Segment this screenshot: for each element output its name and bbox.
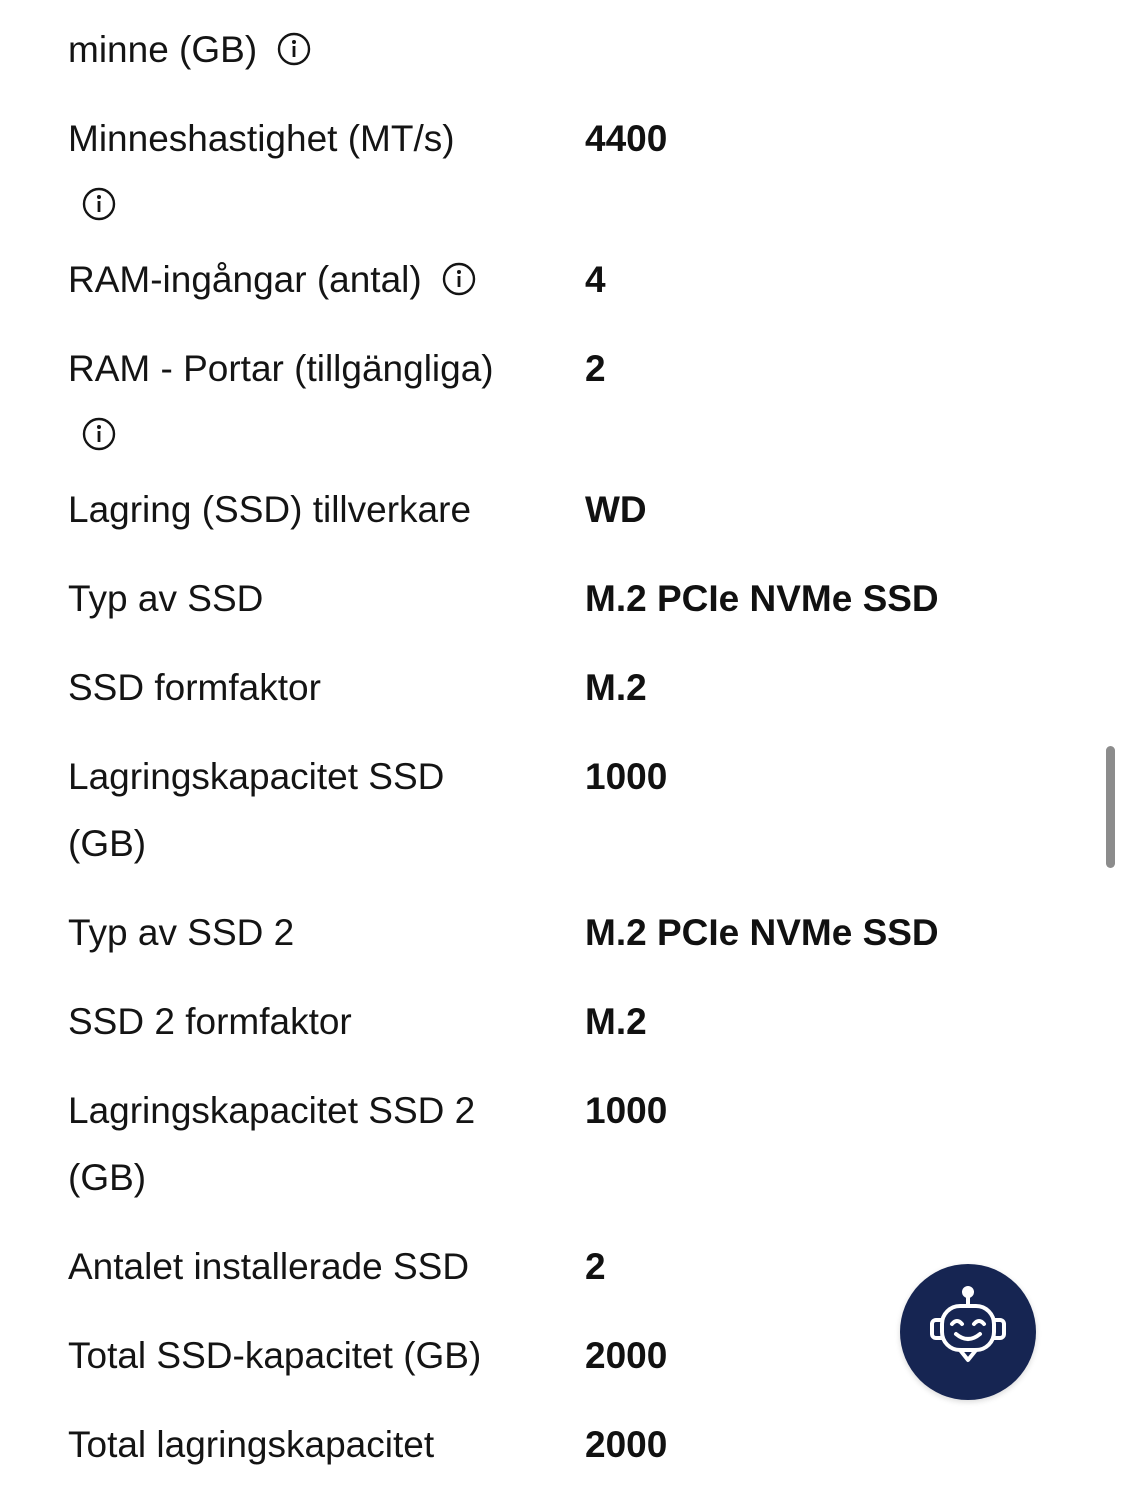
spec-row-ram-ports (0, 335, 1125, 469)
spec-label: Total lagringskapacitet (68, 1424, 435, 1465)
info-icon[interactable] (277, 32, 311, 66)
spec-label: Total SSD-kapacitet (GB) (68, 1335, 482, 1376)
spec-label: SSD 2 formfaktor (68, 1001, 352, 1042)
spec-label (0, 246, 585, 313)
spec-label-text: RAM-ingångar (antal) (68, 259, 422, 300)
spec-value: 2 (585, 348, 606, 389)
spec-value: 1000 (585, 1090, 668, 1131)
spec-value: 2 (585, 1246, 606, 1287)
spec-label (0, 743, 585, 877)
spec-label-text: Minneshastighet (MT/s) (68, 118, 455, 159)
info-icon[interactable] (82, 417, 116, 451)
spec-value: 2000 (585, 1424, 668, 1465)
spec-label-text: RAM - Portar (tillgängliga) (68, 348, 494, 389)
spec-label-line: Lagringskapacitet SSD (68, 756, 445, 797)
spec-label: Typ av SSD (68, 578, 264, 619)
spec-label (0, 1077, 585, 1211)
chatbot-button[interactable] (900, 1264, 1036, 1400)
chatbot-robot-icon (916, 1280, 1020, 1384)
spec-row-ssd2-form-factor (0, 988, 1125, 1055)
spec-row-ssd-capacity (0, 743, 1125, 877)
spec-value: WD (585, 489, 647, 530)
spec-value: 4 (585, 259, 606, 300)
spec-label (0, 335, 585, 469)
spec-label (0, 16, 585, 83)
spec-value: 4400 (585, 118, 668, 159)
spec-label: SSD formfaktor (68, 667, 321, 708)
spec-row-ssd2-capacity (0, 1077, 1125, 1211)
info-icon[interactable] (82, 187, 116, 221)
spec-label: Typ av SSD 2 (68, 912, 295, 953)
spec-value: 1000 (585, 756, 668, 797)
spec-label-text: minne (GB) (68, 29, 258, 70)
spec-value: M.2 (585, 667, 647, 708)
spec-label: Lagring (SSD) tillverkare (68, 489, 472, 530)
spec-label: Antalet installerade SSD (68, 1246, 470, 1287)
spec-row-total-storage (0, 1411, 1125, 1478)
spec-row-memory-speed (0, 105, 1125, 239)
spec-row-memory (0, 16, 1125, 83)
spec-value: M.2 PCIe NVMe SSD (585, 912, 939, 953)
spec-row-ssd-manufacturer (0, 476, 1125, 543)
spec-label-line: Lagringskapacitet SSD 2 (68, 1090, 476, 1131)
spec-label-line: (GB) (68, 823, 147, 864)
spec-label-line: (GB) (68, 1157, 147, 1198)
spec-row-ssd-type (0, 565, 1125, 632)
spec-value: 2000 (585, 1335, 668, 1376)
spec-label (0, 105, 585, 239)
spec-row-ssd-form-factor (0, 654, 1125, 721)
scrollbar-thumb[interactable] (1106, 746, 1115, 868)
info-icon[interactable] (442, 262, 476, 296)
spec-row-ssd2-type (0, 899, 1125, 966)
spec-row-ram-slots (0, 246, 1125, 313)
spec-value: M.2 (585, 1001, 647, 1042)
spec-value: M.2 PCIe NVMe SSD (585, 578, 939, 619)
